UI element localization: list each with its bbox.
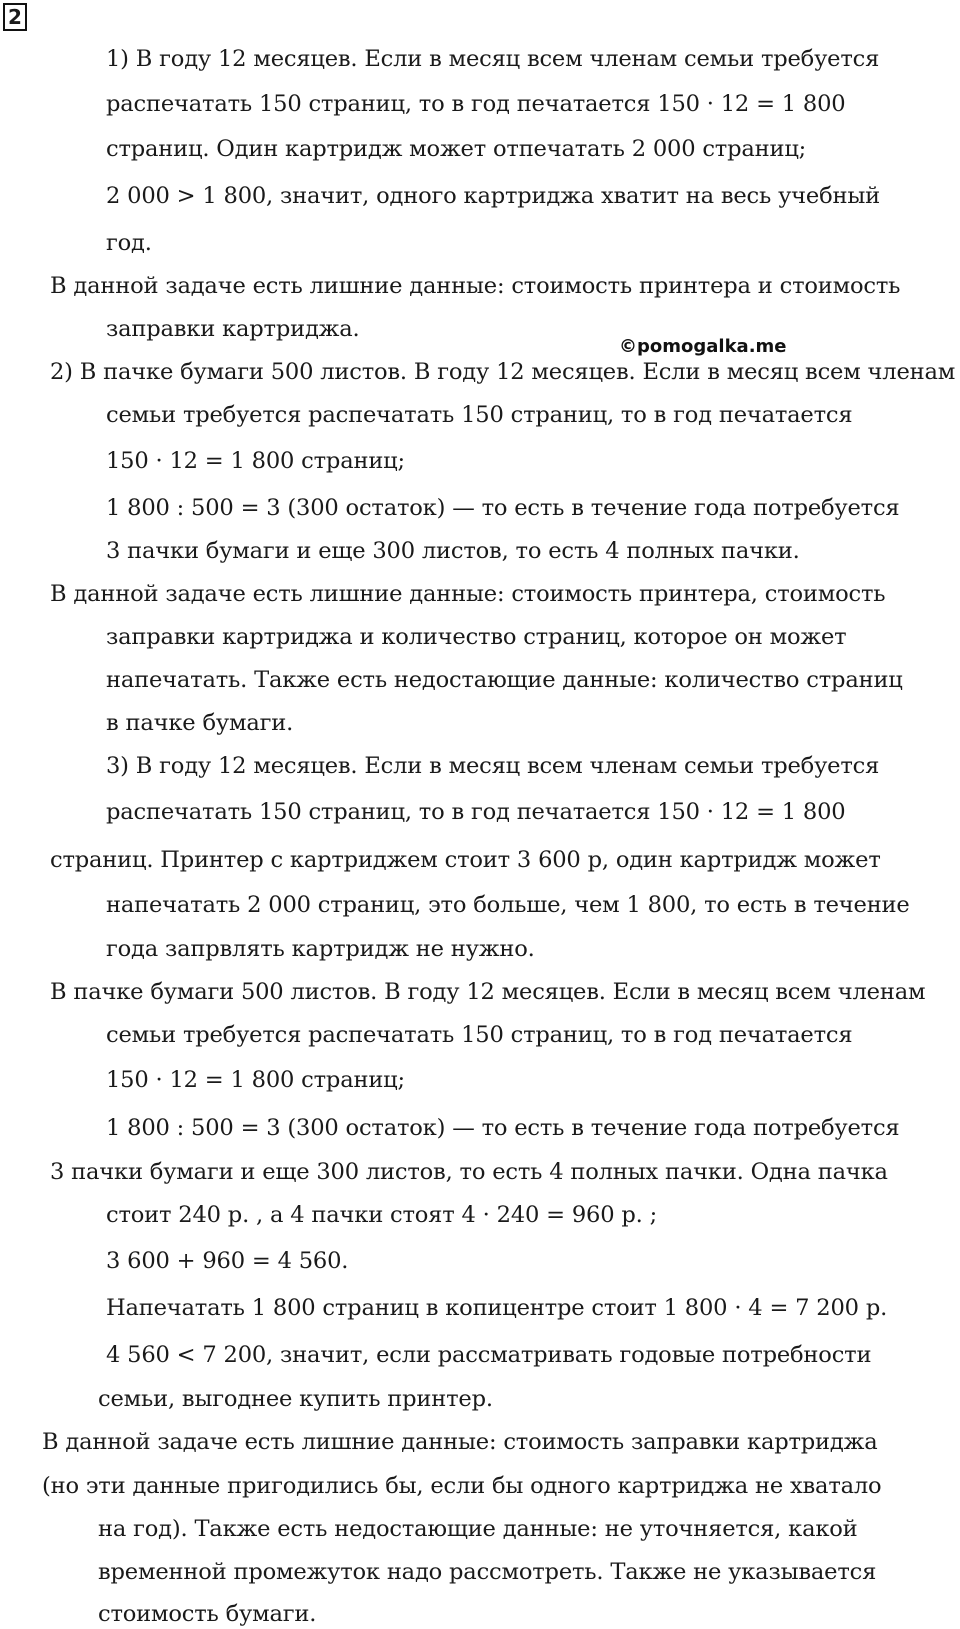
text-line: временной промежуток надо рассмотреть. Также не указывается xyxy=(98,1559,877,1585)
text-line: страниц. Принтер с картриджем стоит 3 600 р, один картридж может xyxy=(50,847,881,873)
text-line: стоимость бумаги. xyxy=(98,1601,317,1627)
text-line: 2) В пачке бумаги 500 листов. В году 12 месяцев. Если в месяц всем членам xyxy=(50,359,956,385)
text-line: заправки картриджа. xyxy=(106,316,360,342)
text-line: 3) В году 12 месяцев. Если в месяц всем членам семьи требуется xyxy=(106,753,880,779)
text-line: года запрвлять картридж не нужно. xyxy=(106,936,535,962)
text-line: 2 000 > 1 800, значит, одного картриджа хватит на весь учебный xyxy=(106,183,880,209)
text-line: распечатать 150 страниц, то в год печатается 150 · 12 = 1 800 xyxy=(106,91,846,117)
text-line: в пачке бумаги. xyxy=(106,710,294,736)
text-line: 4 560 < 7 200, значит, если рассматривать годовые потребности xyxy=(106,1342,872,1368)
text-line: 3 600 + 960 = 4 560. xyxy=(106,1248,349,1274)
text-line: 1 800 : 500 = 3 (300 остаток) — то есть в течение года потребуется xyxy=(106,1115,900,1141)
text-line: (но эти данные пригодились бы, если бы одного картриджа не хватало xyxy=(42,1473,882,1499)
text-line: В пачке бумаги 500 листов. В году 12 месяцев. Если в месяц всем членам xyxy=(50,979,926,1005)
text-line: напечатать 2 000 страниц, это больше, чем 1 800, то есть в течение xyxy=(106,892,910,918)
text-line: 150 · 12 = 1 800 страниц; xyxy=(106,1067,405,1093)
text-line: В данной задаче есть лишние данные: стоимость принтера, стоимость xyxy=(50,581,886,607)
text-line: распечатать 150 страниц, то в год печатается 150 · 12 = 1 800 xyxy=(106,799,846,825)
text-line: год. xyxy=(106,230,152,256)
text-line: 1 800 : 500 = 3 (300 остаток) — то есть в течение года потребуется xyxy=(106,495,900,521)
text-line: страниц. Один картридж может отпечатать 2 000 страниц; xyxy=(106,136,807,162)
text-line: напечатать. Также есть недостающие данные: количество страниц xyxy=(106,667,903,693)
text-line: стоит 240 р. , а 4 пачки стоят 4 · 240 = 960 р. ; xyxy=(106,1202,658,1228)
task-number-badge: 2 xyxy=(3,3,27,31)
text-line: Напечатать 1 800 страниц в копицентре стоит 1 800 · 4 = 7 200 р. xyxy=(106,1295,888,1321)
text-line: 1) В году 12 месяцев. Если в месяц всем членам семьи требуется xyxy=(106,46,880,72)
text-line: заправки картриджа и количество страниц, которое он может xyxy=(106,624,847,650)
text-line: В данной задаче есть лишние данные: стоимость заправки картриджа xyxy=(42,1429,878,1455)
text-line: В данной задаче есть лишние данные: стоимость принтера и стоимость xyxy=(50,273,901,299)
watermark: ©pomogalka.me xyxy=(619,336,787,357)
text-line: на год). Также есть недостающие данные: не уточняется, какой xyxy=(98,1516,858,1542)
text-line: 3 пачки бумаги и еще 300 листов, то есть 4 полных пачки. Одна пачка xyxy=(50,1159,888,1185)
text-line: 150 · 12 = 1 800 страниц; xyxy=(106,448,405,474)
text-line: семьи требуется распечатать 150 страниц, то в год печатается xyxy=(106,402,853,428)
text-line: 3 пачки бумаги и еще 300 листов, то есть 4 полных пачки. xyxy=(106,538,800,564)
text-line: семьи, выгоднее купить принтер. xyxy=(98,1386,493,1412)
text-line: семьи требуется распечатать 150 страниц, то в год печатается xyxy=(106,1022,853,1048)
